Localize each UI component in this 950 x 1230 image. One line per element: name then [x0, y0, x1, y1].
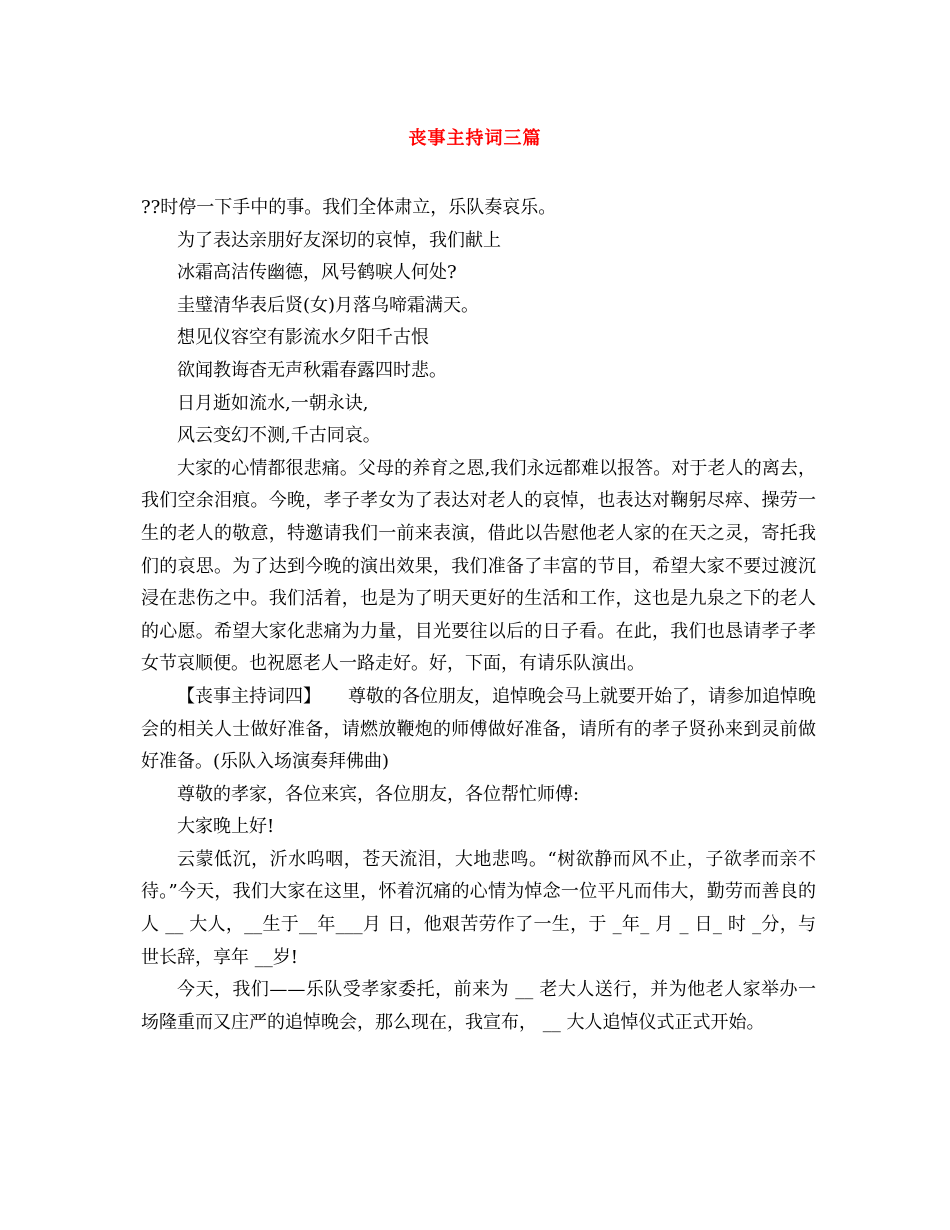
paragraph: 云蒙低沉，沂水呜咽，苍天流泪，大地悲鸣。“树欲静而风不止，子欲孝而亲不待。”今天，我们大家在这里，怀着沉痛的心情为悼念一位平凡而伟大，勤劳而善良的人 __ 大人，__生于__年___月 日，他艰苦劳作了一生，于 _年_ 月 _ 日_ 时 _分，与世长辞，享年 __岁!: [141, 848, 816, 968]
document-title: 丧事主持词三篇: [408, 128, 542, 149]
paragraph: 今天，我们——乐队受孝家委托，前来为 __ 老大人送行，并为他老人家举办一场隆重而又庄严的追悼晚会，那么现在，我宣布， __ 大人追悼仪式正式开始。: [141, 979, 816, 1033]
paragraph: 大家晚上好!: [177, 816, 275, 838]
paragraph: 冰霜高洁传幽德，风号鹤唳人何处?: [177, 262, 457, 284]
section-heading-paragraph: 【丧事主持词四】 尊敬的各位朋友，追悼晚会马上就要开始了，请参加追悼晚会的相关人士做好准备，请燃放鞭炮的师傅做好准备，请所有的孝子贤孙来到灵前做好准备。(乐队入场演奏拜佛曲): [141, 685, 816, 773]
paragraph: 尊敬的孝家，各位来宾，各位朋友，各位帮忙师傅:: [177, 783, 580, 805]
paragraph: 风云变幻不测,千古同哀。: [177, 425, 381, 447]
paragraph: 欲闻教诲杳无声秋霜春露四时悲。: [177, 359, 447, 381]
paragraph: 想见仪容空有影流水夕阳千古恨: [177, 327, 429, 349]
paragraph: 为了表达亲朋好友深切的哀悼，我们献上: [177, 229, 501, 251]
paragraph: 大家的心情都很悲痛。父母的养育之恩,我们永远都难以报答。对于老人的离去，我们空余泪痕。今晚，孝子孝女为了表达对老人的哀悼，也表达对鞠躬尽瘁、操劳一生的老人的敬意，特邀请我们一前来表演，借此以告慰他老人家的在天之灵，寄托我们的哀思。为了达到今晚的演出效果，我们准备了丰富的节目，希望大家不要过渡沉浸在悲伤之中。我们活着，也是为了明天更好的生活和工作，这也是九泉之下的老人的心愿。希望大家化悲痛为力量，目光要往以后的日子看。在此，我们也恳请孝子孝女节哀顺便。也祝愿老人一路走好。好，下面，有请乐队演出。: [141, 457, 816, 675]
paragraph: 日月逝如流水,一朝永诀,: [177, 392, 369, 414]
document-body: [141, 192, 816, 1039]
paragraph: ??时停一下手中的事。我们全体肃立，乐队奏哀乐。: [141, 197, 557, 218]
paragraph: 圭璧清华表后贤(女)月落乌啼霜满天。: [177, 294, 480, 316]
